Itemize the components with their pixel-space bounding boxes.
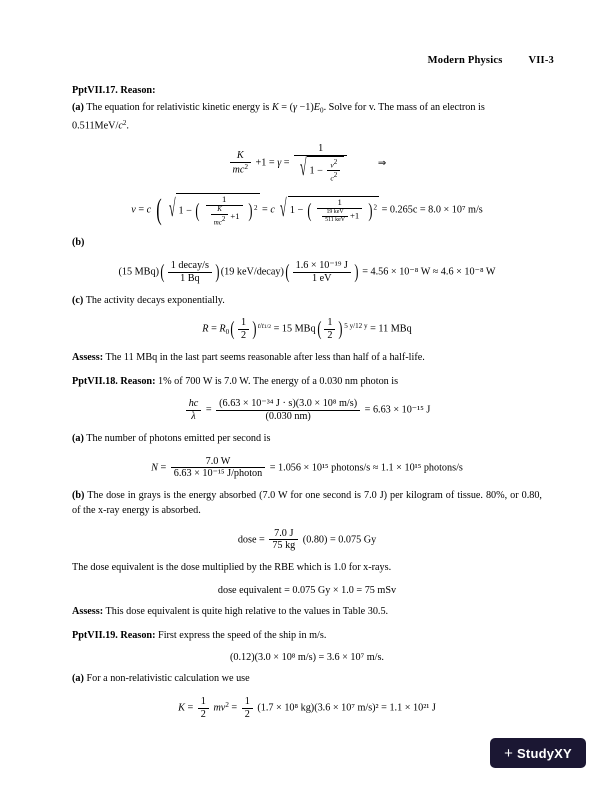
problem-label-19: PptVII.19.	[72, 629, 118, 641]
part-a-label-19: (a)	[72, 673, 84, 685]
assess-text-18: This dose equivalent is quite high relative to the values in Table 30.5.	[105, 605, 389, 617]
radical-eq17-2b: √ 1 − ( 1 $\frac{\text{19 keV}}{\text{511 keV}}$ +1 )$^2$	[280, 195, 378, 223]
problem-heading-18	[72, 375, 542, 390]
part-b-17	[72, 236, 542, 251]
eq-17-3-result: = 4.56 × 10⁻⁸ W ≈ 4.6 × 10⁻⁸ W	[362, 266, 496, 278]
equation-19-2: K = $\frac{1}{2}$ $mv^2$ = $\frac{1}{2}$ (1.7 × 10⁸ kg)(3.6 × 10⁷ m/s)² = 1.1 × 10²¹ J	[178, 696, 436, 720]
problem-heading-17	[72, 84, 542, 99]
header-page-label: VII-3	[528, 55, 554, 66]
reason-label-18: Reason:	[120, 375, 156, 387]
brand-accent: XY	[554, 745, 572, 761]
equation-17-2: v = c ( √ 1 − ( 1 $\frac{K}{mc2}$ +1 )$^2$ = c √ 1 − ( 1 $\frac{\text{19 keV}}{\text{511 keV}}$ +1 )$^2$ = 0.265c = 8.0 × 10⁷ m/s	[131, 193, 483, 227]
part-a-text-17: The equation for relativistic kinetic energy is	[86, 101, 270, 113]
brand-main: Study	[517, 745, 555, 761]
part-a-text-18: The number of photons emitted per second is	[86, 432, 271, 444]
equation-18-4: dose equivalent = 0.075 Gy × 1.0 = 75 mSv	[217, 584, 397, 596]
eq-18-3-num: 7.0 J	[269, 528, 298, 541]
plus-icon: +	[504, 744, 514, 762]
eq-17-3-t1: (15 MBq)	[118, 266, 159, 278]
eq-17-3-f2den: 1 eV	[312, 272, 332, 284]
part-c-17	[72, 294, 542, 309]
part-a-18	[72, 432, 542, 447]
assess-18	[72, 605, 542, 620]
part-b-18	[72, 489, 542, 519]
assess-label-17: Assess:	[72, 351, 104, 363]
equation-18-2: N = $\frac{7.0 W}{\text{6.63 × 10⁻¹⁵ J/photon}}$ = 1.056 × 10¹⁵ photons/s ≈ 1.1 × 10¹⁵ photons/s	[151, 455, 463, 480]
equation-18-3	[72, 528, 542, 552]
radical-1-v2c2: √ 1 − $\frac{v2}{c2}$	[297, 156, 344, 184]
part-a-mass-17: $0.511MeV/c^2$.	[72, 118, 129, 132]
eq-18-3-den: 75 kg	[272, 540, 296, 552]
eq-18-3-lhs: dose =	[237, 534, 265, 546]
eq-18-2-num: 7.0 W	[171, 456, 265, 469]
document-content	[72, 84, 542, 730]
part-b-label-18: (b)	[72, 489, 85, 501]
eq-18-3-result: (0.80) = 0.075 Gy	[302, 534, 377, 546]
part-a-text-19: For a non-relativistic calculation we use	[86, 673, 250, 685]
reason-text-18: 1% of 700 W is 7.0 W. The energy of a 0.030 nm photon is	[158, 375, 399, 387]
part-a-19	[72, 672, 542, 687]
reason-text-19: First express the speed of the ship in m/s.	[158, 629, 327, 641]
eq-18-1-den: (0.030 nm)	[265, 411, 311, 423]
eq-17-3-f1den: 1 Bq	[180, 272, 200, 284]
eq-17-3-t2: (19 keV/decay)	[220, 266, 284, 278]
equation-18-1: $\frac{hc}{\lambda}$ = $\frac{\text{(6.63 × 10⁻³⁴ J · s)(3.0 × 10⁸ m/s)}}{(0.030 nm)}$ = 6.63 × 10⁻¹⁵ J	[72, 398, 542, 422]
frac-one-over-radical: 1 √ 1 − $\frac{v2}{c2}$	[294, 143, 347, 184]
part-a-17	[72, 101, 542, 116]
part-c-text-17: The activity decays exponentially.	[85, 294, 225, 306]
equation-17-4: $R = R_0$( $\frac{1}{2}$ )$^{t/t1/2}$ = 15 MBq( $\frac{1}{2}$ )$^{5 y/12 y}$ = 11 MBq	[202, 317, 412, 342]
eq-18-2-den: 6.63 × 10⁻¹⁵ J/photon	[173, 468, 263, 480]
assess-17	[72, 351, 542, 366]
radical-eq17-2a: √ 1 − ( 1 $\frac{K}{mc2}$ +1 )$^2$	[168, 193, 258, 227]
reason-label-19: Reason:	[120, 629, 156, 641]
eq-17-3-f1num: 1 decay/s	[168, 260, 212, 273]
part-a-label-17: (a)	[72, 101, 84, 113]
part-a-label-18: (a)	[72, 432, 84, 444]
assess-label-18: Assess:	[72, 605, 104, 617]
equation-17-3: (15 MBq)( $\frac{\text{1 decay/s}}{1 Bq}$ )(19 keV/decay)( $\frac{\text{1.6 × 10⁻¹⁹ J}}{1 eV}$ ) = 4.56 × 10⁻⁸ W ≈ 4.6 × 10⁻⁸ W	[118, 260, 496, 284]
part-b-text-18: The dose in grays is the energy absorbed (7.0 W for one second is 7.0 J) per kilogram of tissue. 80%, or 0.80, of the x-ray energy is absorbed.	[72, 489, 542, 516]
problem-heading-19	[72, 629, 542, 644]
eq-17-1-arrow: ⇒	[377, 157, 387, 169]
reason-label-17: Reason:	[120, 85, 156, 96]
part-b-label-17: (b)	[72, 237, 85, 249]
frac-K-mc2: $\frac{K}{mc^2}$	[230, 150, 251, 176]
header-title: Modern Physics	[427, 55, 503, 66]
text-after-18: The dose equivalent is the dose multiplied by the RBE which is 1.0 for x-rays.	[72, 561, 392, 573]
eq-18-2-result: = 1.056 × 10¹⁵ photons/s ≈ 1.1 × 10¹⁵ photons/s	[269, 462, 463, 474]
assess-text-17: The 11 MBq in the last part seems reasonable after less than half of a half-life.	[105, 351, 425, 363]
eq-19-2-result: (1.7 × 10⁸ kg)(3.6 × 10⁷ m/s)² = 1.1 × 10²¹ J	[257, 702, 436, 714]
eq-18-1-result: = 6.63 × 10⁻¹⁵ J	[364, 404, 431, 416]
eq-17-2-result: = 0.265c = 8.0 × 10⁷ m/s	[381, 204, 483, 216]
eq-17-3-f2num: 1.6 × 10⁻¹⁹ J	[293, 260, 351, 273]
part-c-label-17: (c)	[72, 294, 84, 306]
eq-17-1-mid: +1 = γ =	[255, 157, 290, 169]
equation-19-1: (0.12)(3.0 × 10⁸ m/s) = 3.6 × 10⁷ m/s.	[230, 652, 384, 664]
eq-18-1-num: (6.63 × 10⁻³⁴ J · s)(3.0 × 10⁸ m/s)	[216, 398, 360, 411]
part-a-inline-eq-17: $K = (\gamma -1)E_0$.	[271, 101, 327, 115]
problem-label-18: PptVII.18.	[72, 375, 118, 387]
part-a-text2-17: Solve for v. The mass of an electron is	[328, 101, 485, 113]
page-header	[428, 55, 554, 66]
problem-label-17: PptVII.17.	[72, 85, 118, 96]
studyxy-logo	[490, 738, 586, 768]
equation-17-1	[72, 143, 542, 184]
